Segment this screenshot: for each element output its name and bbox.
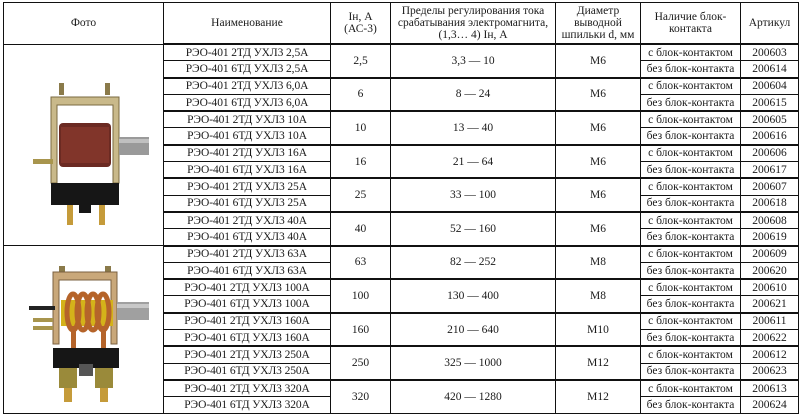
- article-number: 200615: [741, 94, 799, 111]
- header-photo: Фото: [4, 3, 164, 45]
- stud-diameter: М12: [556, 346, 641, 380]
- relay-name: РЭО-401 6ТД УХЛ3 100А: [164, 296, 331, 313]
- header-name: Наименование: [164, 3, 331, 45]
- rated-current: 320: [331, 380, 391, 413]
- block-contact: с блок-контактом: [641, 279, 741, 296]
- block-contact: с блок-контактом: [641, 212, 741, 229]
- relay-name: РЭО-401 6ТД УХЛ3 250А: [164, 363, 331, 380]
- relay-name: РЭО-401 2ТД УХЛ3 25А: [164, 178, 331, 195]
- header-article: Артикул: [741, 3, 799, 45]
- rated-current: 2,5: [331, 44, 391, 78]
- trip-range: 52 — 160: [391, 212, 556, 246]
- article-number: 200616: [741, 128, 799, 145]
- relay-name: РЭО-401 2ТД УХЛ3 6,0А: [164, 78, 331, 95]
- header-diameter: Диаметр выводной шпильки d, мм: [556, 3, 641, 45]
- rated-current: 160: [331, 313, 391, 347]
- stud-diameter: М6: [556, 111, 641, 145]
- header-range: Пределы регулирования тока срабатывания электромагнита, (1,3… 4) Iн, А: [391, 3, 556, 45]
- article-number: 200619: [741, 229, 799, 246]
- trip-range: 13 — 40: [391, 111, 556, 145]
- trip-range: 130 — 400: [391, 279, 556, 313]
- relay-name: РЭО-401 2ТД УХЛ3 10А: [164, 111, 331, 128]
- article-number: 200610: [741, 279, 799, 296]
- block-contact: без блок-контакта: [641, 262, 741, 279]
- trip-range: 420 — 1280: [391, 380, 556, 413]
- relay-name: РЭО-401 2ТД УХЛ3 250А: [164, 346, 331, 363]
- article-number: 200603: [741, 44, 799, 61]
- block-contact: без блок-контакта: [641, 162, 741, 179]
- block-contact: с блок-контактом: [641, 111, 741, 128]
- block-contact: с блок-контактом: [641, 346, 741, 363]
- article-number: 200611: [741, 313, 799, 330]
- relay-small-icon: [19, 65, 149, 225]
- stud-diameter: М8: [556, 246, 641, 280]
- block-contact: без блок-контакта: [641, 330, 741, 347]
- relay-name: РЭО-401 6ТД УХЛ3 63А: [164, 262, 331, 279]
- trip-range: 33 — 100: [391, 178, 556, 212]
- block-contact: без блок-контакта: [641, 296, 741, 313]
- trip-range: 21 — 64: [391, 145, 556, 179]
- stud-diameter: М6: [556, 212, 641, 246]
- relay-name: РЭО-401 6ТД УХЛ3 2,5А: [164, 61, 331, 78]
- article-number: 200613: [741, 380, 799, 397]
- article-number: 200623: [741, 363, 799, 380]
- table-row: [4, 246, 799, 263]
- rated-current: 16: [331, 145, 391, 179]
- trip-range: 210 — 640: [391, 313, 556, 347]
- article-number: 200624: [741, 397, 799, 413]
- relay-name: РЭО-401 6ТД УХЛ3 25А: [164, 195, 331, 212]
- block-contact: без блок-контакта: [641, 229, 741, 246]
- relay-photo-small: [4, 44, 164, 246]
- article-number: 200612: [741, 346, 799, 363]
- block-contact: без блок-контакта: [641, 128, 741, 145]
- stud-diameter: М8: [556, 279, 641, 313]
- rated-current: 25: [331, 178, 391, 212]
- relay-name: РЭО-401 2ТД УХЛ3 320А: [164, 380, 331, 397]
- relay-photo-large: [4, 246, 164, 413]
- stud-diameter: М6: [556, 145, 641, 179]
- block-contact: с блок-контактом: [641, 145, 741, 162]
- rated-current: 63: [331, 246, 391, 280]
- article-number: 200620: [741, 262, 799, 279]
- article-number: 200614: [741, 61, 799, 78]
- relay-name: РЭО-401 6ТД УХЛ3 320А: [164, 397, 331, 413]
- article-number: 200618: [741, 195, 799, 212]
- block-contact: без блок-контакта: [641, 61, 741, 78]
- header-current: Iн, А (АС-3): [331, 3, 391, 45]
- article-number: 200617: [741, 162, 799, 179]
- block-contact: без блок-контакта: [641, 397, 741, 413]
- stud-diameter: М12: [556, 380, 641, 413]
- relay-name: РЭО-401 6ТД УХЛ3 160А: [164, 330, 331, 347]
- block-contact: с блок-контактом: [641, 246, 741, 263]
- relay-name: РЭО-401 2ТД УХЛ3 160А: [164, 313, 331, 330]
- article-number: 200608: [741, 212, 799, 229]
- article-number: 200622: [741, 330, 799, 347]
- relay-name: РЭО-401 6ТД УХЛ3 40А: [164, 229, 331, 246]
- trip-range: 325 — 1000: [391, 346, 556, 380]
- block-contact: с блок-контактом: [641, 380, 741, 397]
- article-number: 200607: [741, 178, 799, 195]
- rated-current: 100: [331, 279, 391, 313]
- relay-name: РЭО-401 6ТД УХЛ3 10А: [164, 128, 331, 145]
- relay-large-icon: [19, 254, 149, 404]
- stud-diameter: М6: [556, 78, 641, 112]
- relay-name: РЭО-401 2ТД УХЛ3 16А: [164, 145, 331, 162]
- block-contact: с блок-контактом: [641, 44, 741, 61]
- header-row: [4, 3, 799, 45]
- block-contact: с блок-контактом: [641, 178, 741, 195]
- relay-name: РЭО-401 2ТД УХЛ3 40А: [164, 212, 331, 229]
- stud-diameter: М10: [556, 313, 641, 347]
- relay-name: РЭО-401 6ТД УХЛ3 16А: [164, 162, 331, 179]
- rated-current: 250: [331, 346, 391, 380]
- rated-current: 6: [331, 78, 391, 112]
- table-row: [4, 44, 799, 61]
- block-contact: с блок-контактом: [641, 78, 741, 95]
- stud-diameter: М6: [556, 178, 641, 212]
- trip-range: 82 — 252: [391, 246, 556, 280]
- article-number: 200621: [741, 296, 799, 313]
- article-number: 200605: [741, 111, 799, 128]
- relay-name: РЭО-401 2ТД УХЛ3 100А: [164, 279, 331, 296]
- article-number: 200609: [741, 246, 799, 263]
- relay-name: РЭО-401 2ТД УХЛ3 2,5А: [164, 44, 331, 61]
- trip-range: 3,3 — 10: [391, 44, 556, 78]
- block-contact: без блок-контакта: [641, 195, 741, 212]
- stud-diameter: М6: [556, 44, 641, 78]
- block-contact: без блок-контакта: [641, 363, 741, 380]
- rated-current: 40: [331, 212, 391, 246]
- article-number: 200606: [741, 145, 799, 162]
- article-number: 200604: [741, 78, 799, 95]
- block-contact: с блок-контактом: [641, 313, 741, 330]
- header-contact: Наличие блок-контакта: [641, 3, 741, 45]
- trip-range: 8 — 24: [391, 78, 556, 112]
- relay-name: РЭО-401 2ТД УХЛ3 63А: [164, 246, 331, 263]
- relay-name: РЭО-401 6ТД УХЛ3 6,0А: [164, 94, 331, 111]
- relay-spec-table: [3, 2, 799, 414]
- rated-current: 10: [331, 111, 391, 145]
- block-contact: без блок-контакта: [641, 94, 741, 111]
